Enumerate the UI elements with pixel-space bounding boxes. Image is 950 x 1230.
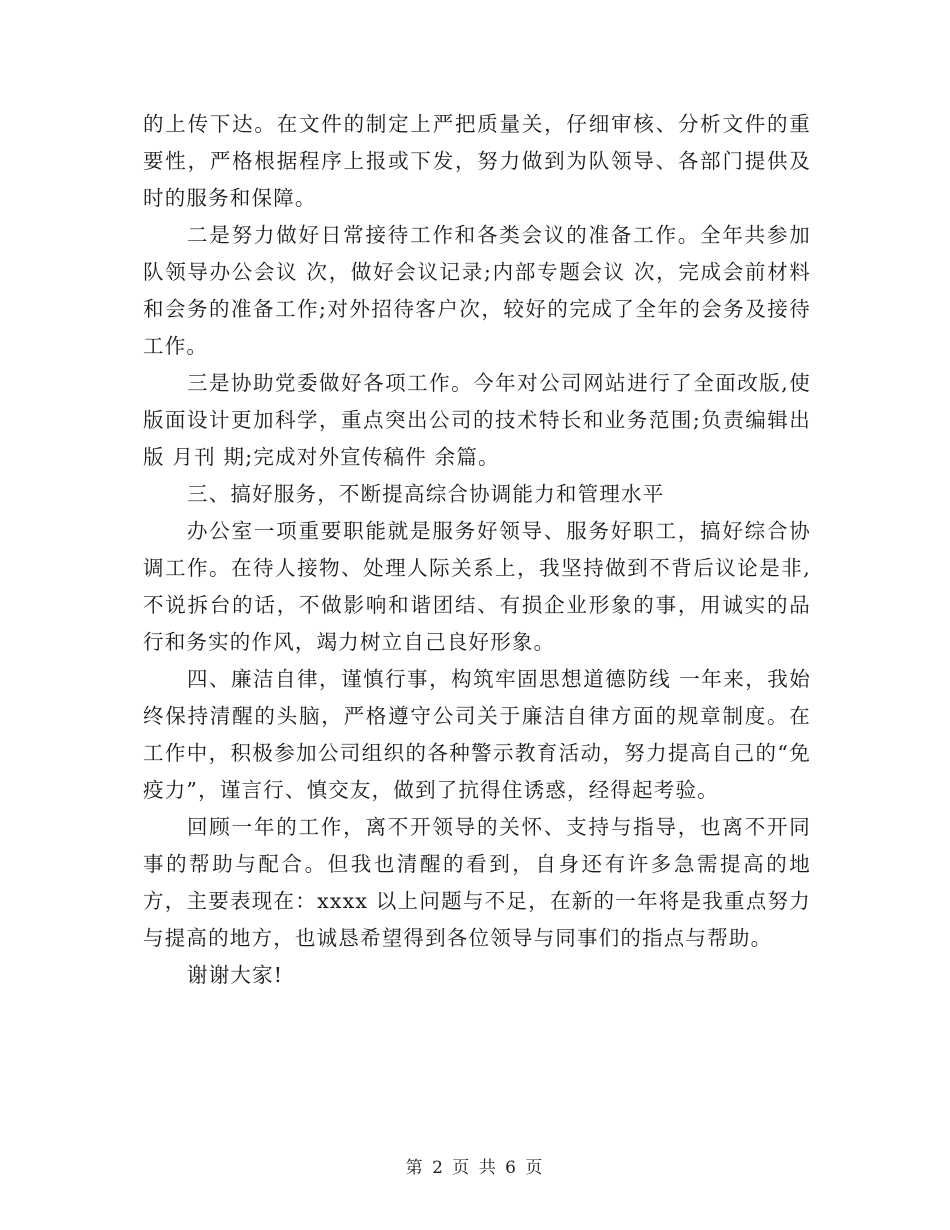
paragraph-thanks: 谢谢大家!	[187, 963, 284, 987]
paragraph-office-function: 办公室一项重要职能就是服务好领导、服务好职工，搞好综合协调工作。在待人接物、处理人际关系上，我坚持做到不背后议论是非,不说拆台的话，不做影响和谐团结、有损企业形象的事，用诚实的品行和务实的作风，竭力树立自己良好形象。	[143, 519, 811, 654]
paragraph-integrity: 四、廉洁自律，谨慎行事，构筑牢固思想道德防线 一年来，我始终保持清醒的头脑，严格遵守公司关于廉洁自律方面的规章制度。在工作中，积极参加公司组织的各种警示教育活动，努力提高自己的“免疫力”，谨言行、慎交友，做到了抗得住诱惑，经得起考验。	[143, 667, 811, 802]
section-heading-service: 三、搞好服务，不断提高综合协调能力和管理水平	[187, 482, 665, 506]
paragraph-continuation: 的上传下达。在文件的制定上严把质量关，仔细审核、分析文件的重要性，严格根据程序上报或下发，努力做到为队领导、各部门提供及时的服务和保障。	[143, 112, 811, 210]
paragraph-party-work: 三是协助党委做好各项工作。今年对公司网站进行了全面改版,使版面设计更加科学，重点突出公司的技术特长和业务范围;负责编辑出版 月刊 期;完成对外宣传稿件 余篇。	[143, 371, 811, 469]
paragraph-review: 回顾一年的工作，离不开领导的关怀、支持与指导，也离不开同事的帮助与配合。但我也清醒的看到，自身还有许多急需提高的地方，主要表现在：xxxx 以上问题与不足，在新的一年将是我重点努力与提高的地方，也诚恳希望得到各位领导与同事们的指点与帮助。	[143, 815, 811, 950]
paragraph-reception-work: 二是努力做好日常接待工作和各类会议的准备工作。全年共参加队领导办公会议 次，做好会议记录;内部专题会议 次，完成会前材料和会务的准备工作;对外招待客户次，较好的完成了全年的会务及接待工作。	[143, 223, 811, 358]
page-number-footer: 第 2 页 共 6 页	[405, 1158, 545, 1178]
document-body	[143, 106, 811, 994]
